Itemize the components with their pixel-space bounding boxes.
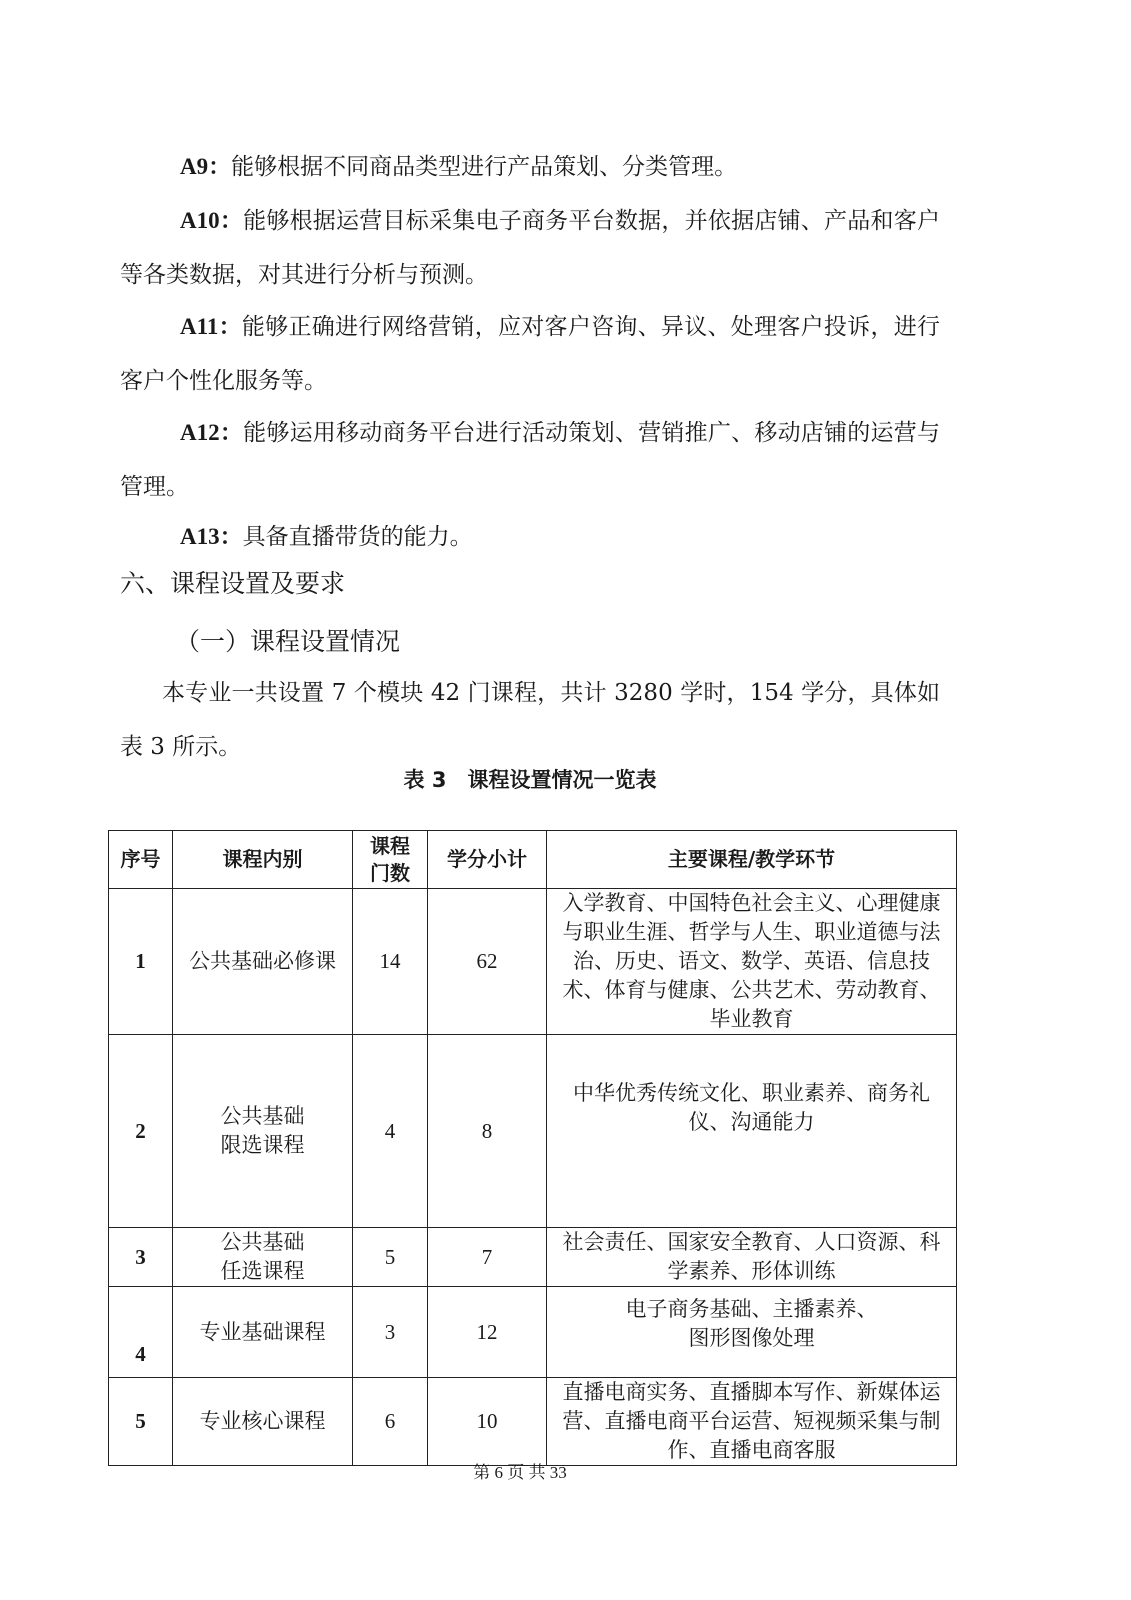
page-footer: 第 6 页 共 33 [473,1463,567,1482]
table-row [109,1035,957,1228]
row-number: 4 [109,1287,173,1378]
paragraph-text: 能够根据运营目标采集电子商务平台数据，并依据店铺、产品和客户等各类数据，对其进行分析与预测。 [120,208,940,288]
header-credits: 学分小计 [428,831,547,889]
subsection-heading: （一）课程设置情况 [175,627,401,656]
row-number: 2 [109,1035,173,1228]
row-credits: 7 [428,1228,547,1287]
paragraph-text: 能够根据不同商品类型进行产品策划、分类管理。 [231,154,738,180]
row-main-courses [547,1287,957,1378]
header-category: 课程内别 [173,831,353,889]
row-category: 公共基础必修课 [173,889,353,1035]
row-credits: 62 [428,889,547,1035]
paragraph-text: 能够运用移动商务平台进行活动策划、营销推广、移动店铺的运营与管理。 [120,420,940,500]
paragraph-text: 能够正确进行网络营销，应对客户咨询、异议、处理客户投诉，进行客户个性化服务等。 [120,314,941,394]
intro-paragraph: 本专业一共设置 7 个模块 42 门课程，共计 3280 学时，154 学分，具体如表 3 所示。 [120,680,940,760]
course-table [108,830,957,1466]
paragraph-label: A10： [180,208,244,233]
paragraph-label: A11： [180,314,242,339]
row-category: 专业核心课程 [173,1378,353,1466]
paragraph-label: A13： [180,524,243,549]
table-row [109,889,957,1035]
section-heading: 六、课程设置及要求 [120,569,346,598]
row-credits: 10 [428,1378,547,1466]
row-number: 3 [109,1228,173,1287]
row-count: 4 [353,1035,428,1228]
row-credits: 12 [428,1287,547,1378]
table-caption: 表 3 课程设置情况一览表 [403,768,657,792]
row-category: 专业基础课程 [173,1287,353,1378]
header-count-line1: 课程 [370,833,410,858]
row-category-line1: 公共基础 [220,1104,305,1128]
row-count: 5 [353,1228,428,1287]
row-number: 1 [109,889,173,1035]
row-category [173,1035,353,1228]
row-main-line2: 图形图像处理 [688,1326,815,1350]
row-main-courses: 直播电商实务、直播脚本写作、新媒体运营、直播电商平台运营、短视频采集与制作、直播电商客服 [547,1378,957,1466]
paragraph-a10 [120,194,940,302]
paragraph-label: A12： [180,420,244,445]
row-main-line1: 电子商务基础、主播素养、 [625,1297,878,1321]
paragraph-text: 具备直播带货的能力。 [242,524,473,550]
paragraph-a11 [120,300,940,408]
header-number: 序号 [109,831,173,889]
row-category-line2: 限选课程 [220,1133,305,1157]
row-category-line2: 任选课程 [220,1259,305,1283]
row-category-line1: 公共基础 [220,1230,305,1254]
table-row [109,1228,957,1287]
table-header-row [109,831,957,889]
table-row [109,1287,957,1378]
row-count: 3 [353,1287,428,1378]
row-category [173,1228,353,1287]
table-row [109,1378,957,1466]
header-count-line2: 门数 [370,860,410,885]
paragraph-a12 [120,406,940,514]
header-count [353,831,428,889]
row-main-courses: 中华优秀传统文化、职业素养、商务礼仪、沟通能力 [547,1035,957,1228]
row-count: 14 [353,889,428,1035]
row-credits: 8 [428,1035,547,1228]
row-count: 6 [353,1378,428,1466]
header-main-courses: 主要课程/教学环节 [547,831,957,889]
paragraph-a9 [120,140,940,194]
paragraph-label: A9： [180,154,232,179]
row-main-courses: 社会责任、国家安全教育、人口资源、科学素养、形体训练 [547,1228,957,1287]
paragraph-a13 [120,510,940,564]
row-number: 5 [109,1378,173,1466]
row-main-courses: 入学教育、中国特色社会主义、心理健康与职业生涯、哲学与人生、职业道德与法治、历史、语文、数学、英语、信息技术、体育与健康、公共艺术、劳动教育、毕业教育 [547,889,957,1035]
